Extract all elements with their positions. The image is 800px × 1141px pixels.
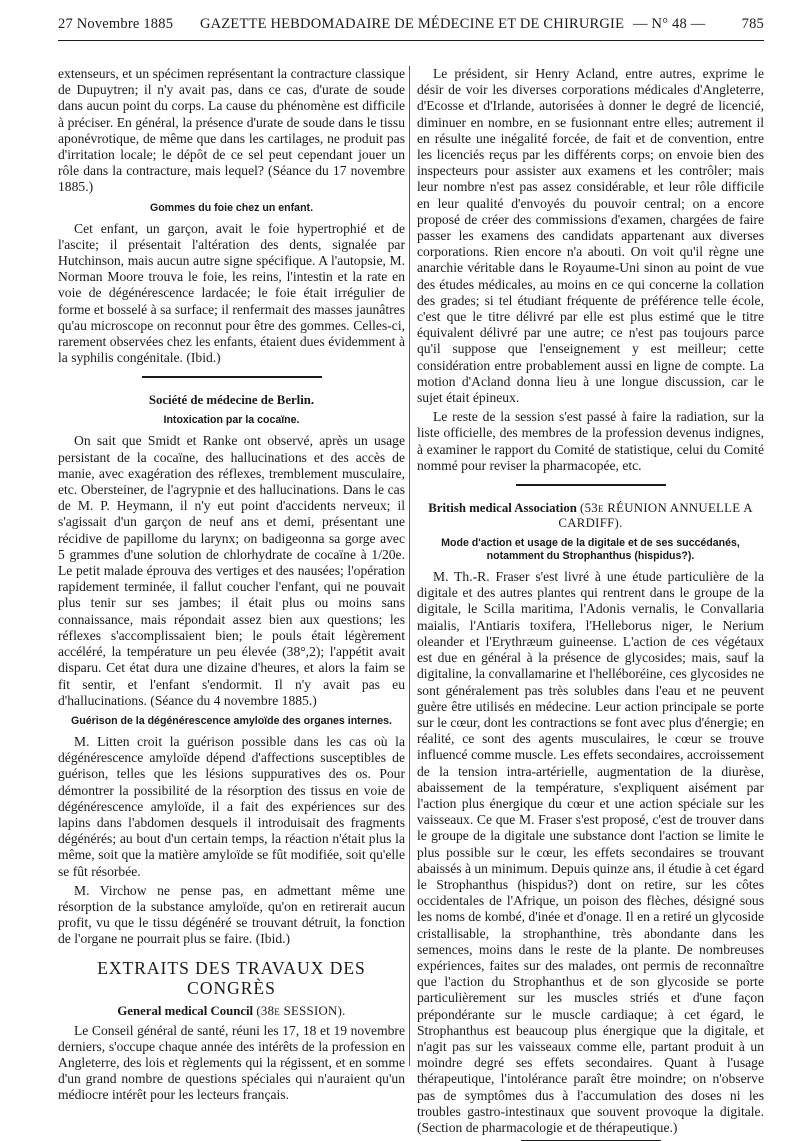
subheading-digitale: Mode d'action et usage de la digitale et de ses succédanés, notamment du Strophanthus (hispidus?).: [441, 537, 740, 563]
section-separator: [516, 484, 666, 491]
right-column: [417, 66, 764, 1135]
subheading-cocaine: Intoxication par la cocaïne.: [163, 414, 300, 427]
society-heading-council: [58, 1004, 405, 1019]
society-heading-bma: [417, 501, 764, 531]
section-separator: [142, 376, 322, 383]
paragraph-virchow: M. Virchow ne pense pas, en admettant même une résorption de la substance amyloïde, qu'on en retirerait aucun profit, vu que le tissu dégénéré se trouvant détruit, la fonction de l'organe ne pourrait plus se faire. (Ibid.): [58, 882, 405, 947]
paragraph-cocaine: On sait que Smidt et Ranke ont observé, après un usage persistant de la cocaïne, des hallucinations et des accès de manie, avec exagération des réflexes, tremblement musculaire, etc. Obersteiner, de l'agrypnie et des hallucinations. Dans le cas de M. P. Heymann, il n'y eut point d'accidents nerveux; il s'agissait d'un garçon de neuf ans et demi, présentant une récidive de papillome du larynx; on badigeonna sa gorge avec 5 grammes d'une solution de chlorhydrate de cocaïne à 1/20e. Le petit malade éprouva des vertiges et des nausées; l'opération rapidement terminée, il fallut coucher l'enfant, qui ne pouvait plus tenir sur ses jambes; il était plus ou moins sans connaissance, mais répondait assez bien aux questions; les réflexes s'accomplissaient bien; le pouls était légèrement accéléré, la température un peu élevée (38°,2); l'appétit avait disparu. Cet état dura une dizaine d'heures, et alors la faim se fit sentir, et l'enfant s'endormit. Il n'y avait pas eu d'hallucinations. (Séance du 4 novembre 1885.): [58, 433, 405, 708]
subheading-amyloide: Guérison de la dégénérescence amyloïde des organes internes.: [71, 714, 392, 727]
paragraph-gommes-foie: Cet enfant, un garçon, avait le foie hypertrophié et de l'ascite; il présentait l'altération des dents, signalée par Hutchinson, mais aucun autre signe spécifique. A l'autopsie, M. Norman Moore trouva le foie, les reins, l'intestin et la rate en voie de dégénérescence lardacée; le foie était irrégulier de forme et bosselé à sa surface; il renfermait des masses jaunâtres qu'au microscope on reconnut pour être des gommes. Celles-ci, rarement observées chez les enfants, étaient dues évidemment à la syphilis congénitale. (Ibid.): [58, 220, 405, 366]
council-session: (38e SESSION).: [256, 1003, 346, 1018]
council-name: General medical Council: [117, 1003, 254, 1018]
paragraph-fraser: M. Th.-R. Fraser s'est livré à une étude particulière de la digitale et des autres plantes qui rentrent dans le groupe de la digitale, le Scilla maritima, l'Adonis vernalis, le Convallaria maialis, l'Antiaris toxifera, l'Helleborus niger, le Nerium oleander et l'Erythræum guineense. L'action de ces végétaux est due en général à la présence de glycosides; mais, sauf la digitaline, la convallamarine et l'helléboréine, ces glycosides ne sont généralement pas très solubles dans l'eau et ne peuvent guère être utilisés en médecine. Leur action principale se porte sur le cœur, dont les contractions se font avec plus d'énergie; en réalité, ce sont des agents musculaires, le cœur se trouve influencé comme muscle. Les effets secondaires, accroissement de la tension intra-artérielle, augmentation de la diurèse, abaissement de la température, s'expliquent aisément par l'action plus énergique du cœur et une action spéciale sur les vaisseaux. Ce que M. Fraser s'est proposé, c'est de trouver dans le groupe de la digitale une substance dont l'action se limite le plus possible sur le cœur, les effets secondaires se trouvant abaissés à un minimum. Depuis quinze ans, il étudie à cet égard le Strophanthus (hispidus?) dont on retire, sur les côtes occidentales de l'Afrique, un poison des flèches, désigné sous les noms de kombé, d'inée et d'onage. Il en a retiré un glycoside cristallisable, la strophanthine, très abondante dans les semences, moins dans le reste de la plante. De nombreuses expériences, faites sur des malades, ont permis de reconnaître que l'action du Strophanthus et de son glycoside se porte particulièrement sur les muscles striés et d'une façon prépondérante sur le muscle cardiaque; à cet égard, le Strophanthus est beaucoup plus énergique que la digitale, et n'agit pas sur les vaisseaux comme elle, partant produit à un moindre degré ses effets secondaires. Quant à l'usage thérapeutique, l'intolérance paraît être moindre; on n'observe pas de symptômes dus à l'accumulation des doses ni les troubles gastro-intestinaux que souvent provoque la digitale. (Section de pharmacologie et de thérapeutique.): [417, 569, 764, 1135]
subheading-gommes-foie: Gommes du foie chez un enfant.: [149, 201, 314, 214]
left-column: [58, 66, 405, 1103]
section-title-congres: EXTRAITS DES TRAVAUX DES CONGRÈS: [97, 957, 366, 998]
bma-name: British medical Association: [428, 501, 577, 516]
page-number: 785: [741, 16, 764, 32]
running-header: [58, 14, 764, 38]
paragraph-acland: Le président, sir Henry Acland, entre autres, exprime le désir de voir les diverses corporations médicales d'Angleterre, d'Ecosse et d'Irlande, autorisées à donner le degré de licencié, diminuer en nombre, en se fusionnant entre elles; autrement il en résulte une inégalité forcée, de fait et de convention, entre les licenciés reçus par les différents corps; on envoie bien des inspecteurs pour assister aux examens et les contrôler; mais leur nombre n'est pas assez considérable, et leur rôle difficile en leur qualité d'envoyés du pouvoir central; on a encore proposé de créer des commissions d'examen, chargées de faire passer les examens des candidats appartenant aux diverses corporations. Rien encore n'a abouti. On voit qu'il règne une anarchie véritable dans le Royaume-Uni sinon au point de vue des études médicales, au moins en ce qui concerne la collation des grades; si tel étudiant fréquente de préférence telle école, c'est que le titre délivré par elle est plus estimé que le titre équivalent délivré par une autre; ce n'est pas toujours parce qu'il suppose que l'enseignement y est meilleur; cette considération entre probablement aussi en ligne de compte. La motion d'Acland donna lieu à une longue discussion, car le sujet était épineux.: [417, 66, 764, 406]
header-rule: [58, 40, 764, 41]
issue-number: — N° 48 —: [633, 16, 706, 32]
journal-title: GAZETTE HEBDOMADAIRE DE MÉDECINE ET DE CHIRURGIE: [200, 16, 625, 32]
issue-date: 27 Novembre 1885: [58, 16, 174, 32]
paragraph-council: Le Conseil général de santé, réuni les 17, 18 et 19 novembre derniers, s'occupe chaque année des intérêts de la profession en Angleterre, des lois et règlements qui la régissent, et en somme d'un grand nombre de questions spéciales qui n'auraient qu'un médiocre intérêt pour les lecteurs français.: [58, 1022, 405, 1103]
bma-session: (53e RÉUNION ANNUELLE A CARDIFF).: [558, 501, 753, 531]
society-heading-berlin: Société de médecine de Berlin.: [148, 393, 315, 408]
paragraph-session-rest: Le reste de la session s'est passé à faire la radiation, sur la liste officielle, des membres de la profession devenus indignes, à examiner le rapport du Comité de statistique, celui du Comité nommé pour reviser la pharmacopée, etc.: [417, 409, 764, 473]
paragraph-litten: M. Litten croit la guérison possible dans les cas où la dégénérescence amyloïde dépend d'affections susceptibles de guérison, telles que les lésions suppuratives des os. Pour démontrer la possibilité de la résorption des tissus en voie de dégénérescence amyloïde, il a fait des expériences sur des lapins dans l'abdomen desquels il introduisait des fragments dégénérés; au bout d'un certain temps, la réaction n'était plus la même, soit que la matière amyloïde se fût modifiée, soit qu'elle se fût résorbée.: [58, 733, 405, 879]
continued-paragraph: extenseurs, et un spécimen représentant la contracture classique de Dupuytren; il n'y avait pas, dans ce cas, d'urate de soude dans aucun point du corps. La cause du phénomène est difficile à préciser. En général, la présence d'urate de soude dans le tissu aponévrotique, de même que dans les cartilages, ne produit pas d'irritation locale; le dépôt de ce sel peut cependant jouer un rôle dans la contracture, mais lequel? (Séance du 17 novembre 1885.): [58, 66, 405, 195]
column-divider: [409, 66, 410, 1066]
